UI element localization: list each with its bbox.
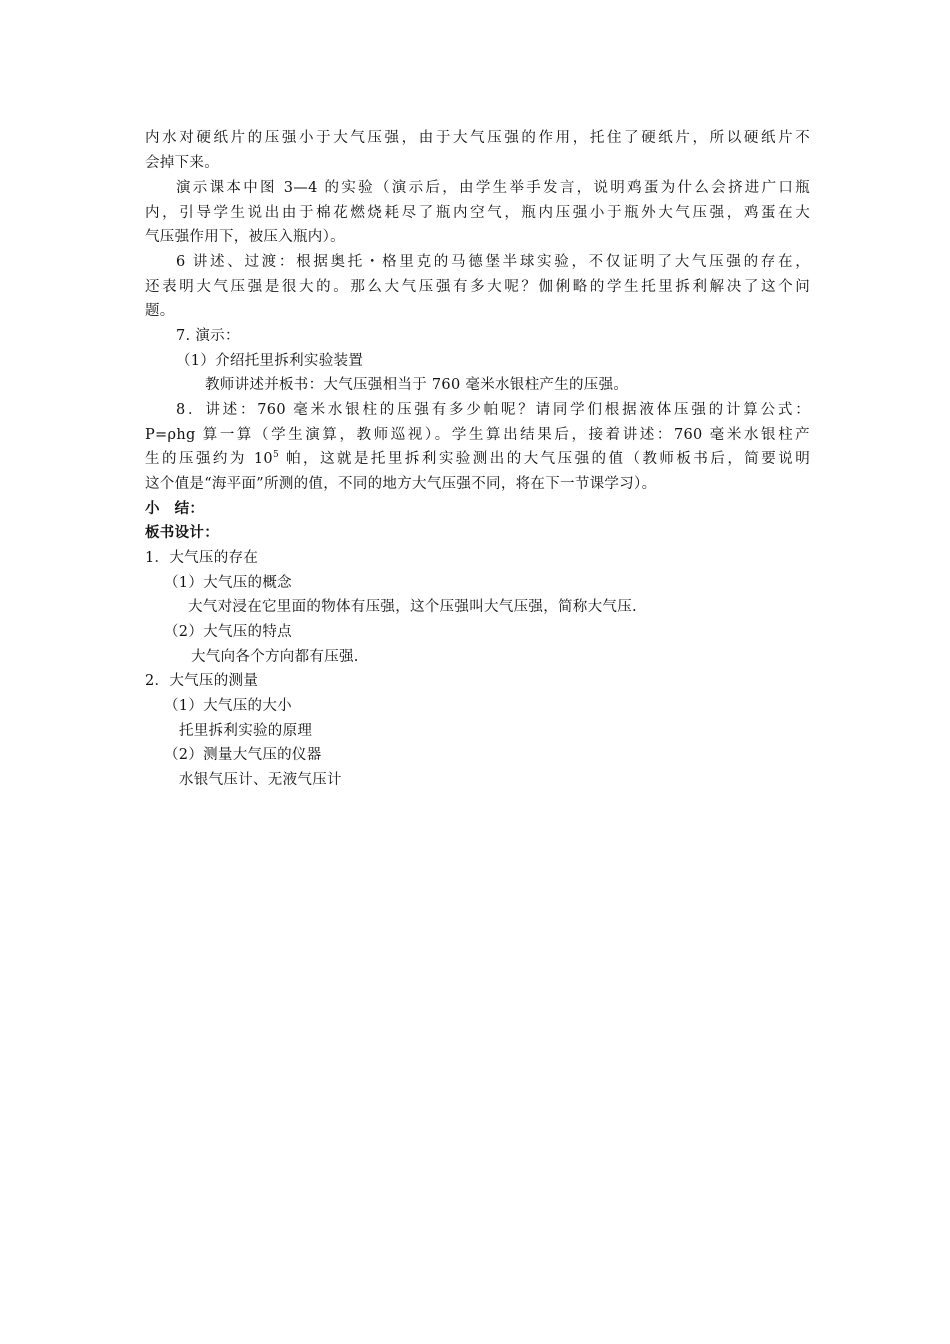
- board-section-2-title: 2．大气压的测量: [145, 673, 259, 689]
- exponent: 5: [272, 450, 279, 461]
- paragraph-3-line-3: 题。: [145, 303, 175, 319]
- board-section-1b-title: （2）大气压的特点: [164, 624, 292, 640]
- paragraph-3-line-1: 6 讲述、过渡：根据奥托・格里克的马德堡半球实验，不仅证明了大气压强的存在，: [176, 254, 810, 270]
- paragraph-2-line-1: 演示课本中图 3—4 的实验（演示后，由学生举手发言，说明鸡蛋为什么会挤进广口瓶: [176, 180, 810, 196]
- paragraph-1-line-1: 内水对硬纸片的压强小于大气压强，由于大气压强的作用，托住了硬纸片，所以硬纸片不: [145, 130, 810, 146]
- step-8-line-3-before: 生的压强约为 10: [145, 451, 273, 467]
- step-7-heading: 7. 演示：: [176, 328, 240, 344]
- board-section-2a-title: （1）大气压的大小: [164, 698, 292, 714]
- step-7-item-1-note: 教师讲述并板书：大气压强相当于 760 毫米水银柱产生的压强。: [205, 377, 629, 393]
- board-design-heading: 板书设计：: [145, 524, 219, 541]
- paragraph-3-line-2: 还表明大气压强是很大的。那么大气压强有多大呢？伽俐略的学生托里拆利解决了这个问: [145, 279, 810, 295]
- summary-heading: 小 结：: [145, 500, 205, 517]
- step-7-item-1: （1）介绍托里拆利实验装置: [176, 353, 364, 369]
- board-section-2b-text: 水银气压计、无液气压计: [179, 772, 342, 788]
- step-8-line-3: [145, 447, 810, 471]
- board-section-1b-text: 大气向各个方向都有压强.: [191, 649, 359, 665]
- step-8-line-2: P=ρhg 算一算（学生演算，教师巡视）。学生算出结果后，接着讲述：760 毫米水银柱产: [145, 427, 810, 443]
- board-section-1-title: 1．大气压的存在: [145, 550, 259, 566]
- paragraph-2-line-3: 气压强作用下，被压入瓶内）。: [145, 229, 345, 245]
- paragraph-2-line-2: 内，引导学生说出由于棉花燃烧耗尽了瓶内空气，瓶内压强小于瓶外大气压强，鸡蛋在大: [145, 205, 810, 221]
- board-section-1a-title: （1）大气压的概念: [164, 575, 292, 591]
- board-section-2a-text: 托里拆利实验的原理: [179, 723, 313, 739]
- paragraph-1-line-2: 会掉下来。: [145, 155, 219, 171]
- step-8-line-1: 8．讲述：760 毫米水银柱的压强有多少帕呢？请同学们根据液体压强的计算公式：: [176, 402, 810, 418]
- step-8-line-4: 这个值是“海平面”所测的值，不同的地方大气压强不同，将在下一节课学习）。: [145, 476, 657, 492]
- step-8-line-3-after: 帕，这就是托里拆利实验测出的大气压强的值（教师板书后，简要说明: [279, 451, 810, 467]
- board-section-1a-text: 大气对浸在它里面的物体有压强，这个压强叫大气压强，简称大气压.: [188, 599, 637, 615]
- board-section-2b-title: （2）测量大气压的仪器: [164, 747, 322, 763]
